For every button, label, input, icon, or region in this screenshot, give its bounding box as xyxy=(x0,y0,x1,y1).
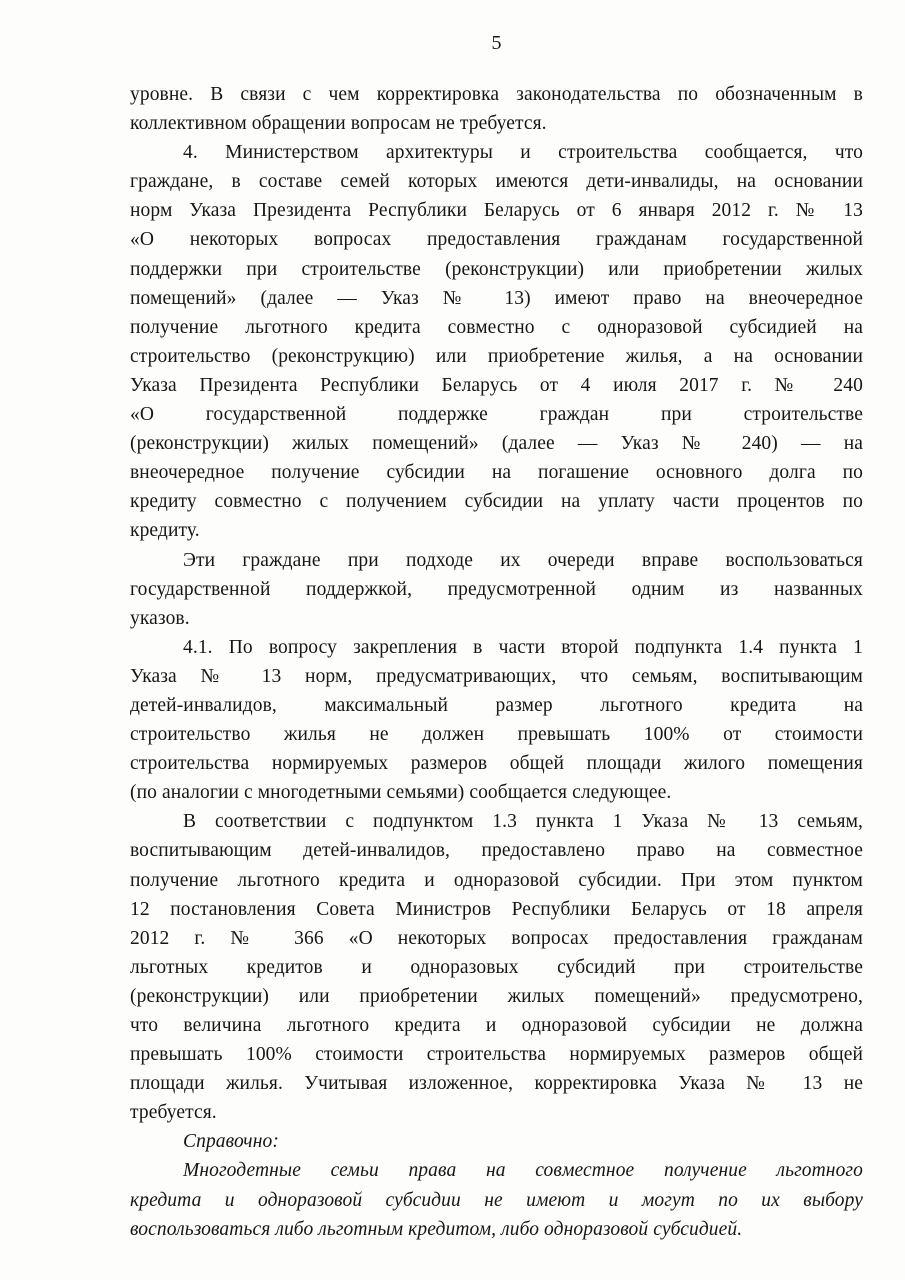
text-line: Эти граждане при подходе их очереди вправе воспользоваться xyxy=(183,549,863,571)
paragraph xyxy=(130,1127,863,1156)
text-line: внеочередное получение субсидии на погашение основного долга по xyxy=(130,462,863,484)
text-line: Указа № 13 норм, предусматривающих, что семьям, воспитывающим xyxy=(130,665,863,687)
text-line: указов. xyxy=(130,607,190,629)
text-line: требуется. xyxy=(130,1102,217,1124)
text-line: воспользоваться либо льготным кредитом, либо одноразовой субсидией. xyxy=(130,1218,743,1240)
text-line: 4. Министерством архитектуры и строительства сообщается, что xyxy=(183,142,863,164)
text-line: Указа Президента Республики Беларусь от 4 июля 2017 г. № 240 xyxy=(130,374,863,396)
text-line: получение льготного кредита совместно с одноразовой субсидией на xyxy=(130,316,863,338)
text-line: Многодетные семьи права на совместное получение льготного xyxy=(183,1160,863,1182)
text-line: строительство (реконструкцию) или приобретение жилья, а на основании xyxy=(130,345,863,367)
paragraph xyxy=(130,1156,863,1243)
text-line: площади жилья. Учитывая изложенное, корректировка Указа № 13 не xyxy=(130,1073,863,1095)
text-line: что величина льготного кредита и одноразовой субсидии не должна xyxy=(130,1015,863,1036)
text-line: (реконструкции) или приобретении жилых помещений» предусмотрено, xyxy=(130,985,863,1007)
text-line: 4.1. По вопросу закрепления в части второй подпункта 1.4 пункта 1 xyxy=(183,636,863,658)
text-line: Справочно: xyxy=(183,1131,279,1153)
text-line: превышать 100% стоимости строительства нормируемых размеров общей xyxy=(130,1044,863,1066)
paragraph xyxy=(130,807,863,1127)
text-line: коллективном обращении вопросам не требуется. xyxy=(130,113,547,135)
text-line: граждане, в составе семей которых имеются дети-инвалиды, на основании xyxy=(130,171,863,193)
page-number: 5 xyxy=(491,32,502,54)
text-line: 12 постановления Совета Министров Республики Беларусь от 18 апреля xyxy=(130,898,863,920)
text-line: (по аналогии с многодетными семьями) сообщается следующее. xyxy=(130,782,672,804)
text-line: «О некоторых вопросах предоставления гражданам государственной xyxy=(130,229,863,251)
text-line: воспитывающим детей-инвалидов, предоставлено право на совместное xyxy=(130,840,863,862)
text-line: уровне. В связи с чем корректировка законодательства по обозначенным в xyxy=(130,84,863,105)
text-line: кредита и одноразовой субсидии не имеют и могут по их выбору xyxy=(130,1189,863,1211)
paragraph xyxy=(130,633,863,808)
text-line: кредиту совместно с получением субсидии на уплату части процентов по xyxy=(130,491,863,513)
text-line: В соответствии с подпунктом 1.3 пункта 1 Указа № 13 семьям, xyxy=(183,811,863,833)
text-line: строительство жилья не должен превышать 100% от стоимости xyxy=(130,724,863,746)
text-line: поддержки при строительстве (реконструкции) или приобретении жилых xyxy=(130,258,863,280)
text-line: льготных кредитов и одноразовых субсидий при строительстве xyxy=(130,956,863,978)
text-line: получение льготного кредита и одноразовой субсидии. При этом пунктом xyxy=(130,869,863,891)
text-line: кредиту. xyxy=(130,520,200,542)
text-line: норм Указа Президента Республики Беларусь от 6 января 2012 г. № 13 xyxy=(130,200,863,222)
paragraph xyxy=(130,138,863,545)
paragraph xyxy=(130,546,863,633)
text-line: детей-инвалидов, максимальный размер льготного кредита на xyxy=(130,694,863,716)
text-line: помещений» (далее — Указ № 13) имеют право на внеочередное xyxy=(130,287,863,309)
document-body xyxy=(130,80,863,1244)
text-line: «О государственной поддержке граждан при строительстве xyxy=(130,404,863,426)
text-line: (реконструкции) жилых помещений» (далее — Указ № 240) — на xyxy=(130,433,863,455)
text-line: 2012 г. № 366 «О некоторых вопросах предоставления гражданам xyxy=(130,927,863,949)
text-line: государственной поддержкой, предусмотренной одним из названных xyxy=(130,578,863,600)
paragraph xyxy=(130,80,863,138)
text-line: строительства нормируемых размеров общей площади жилого помещения xyxy=(130,753,863,775)
